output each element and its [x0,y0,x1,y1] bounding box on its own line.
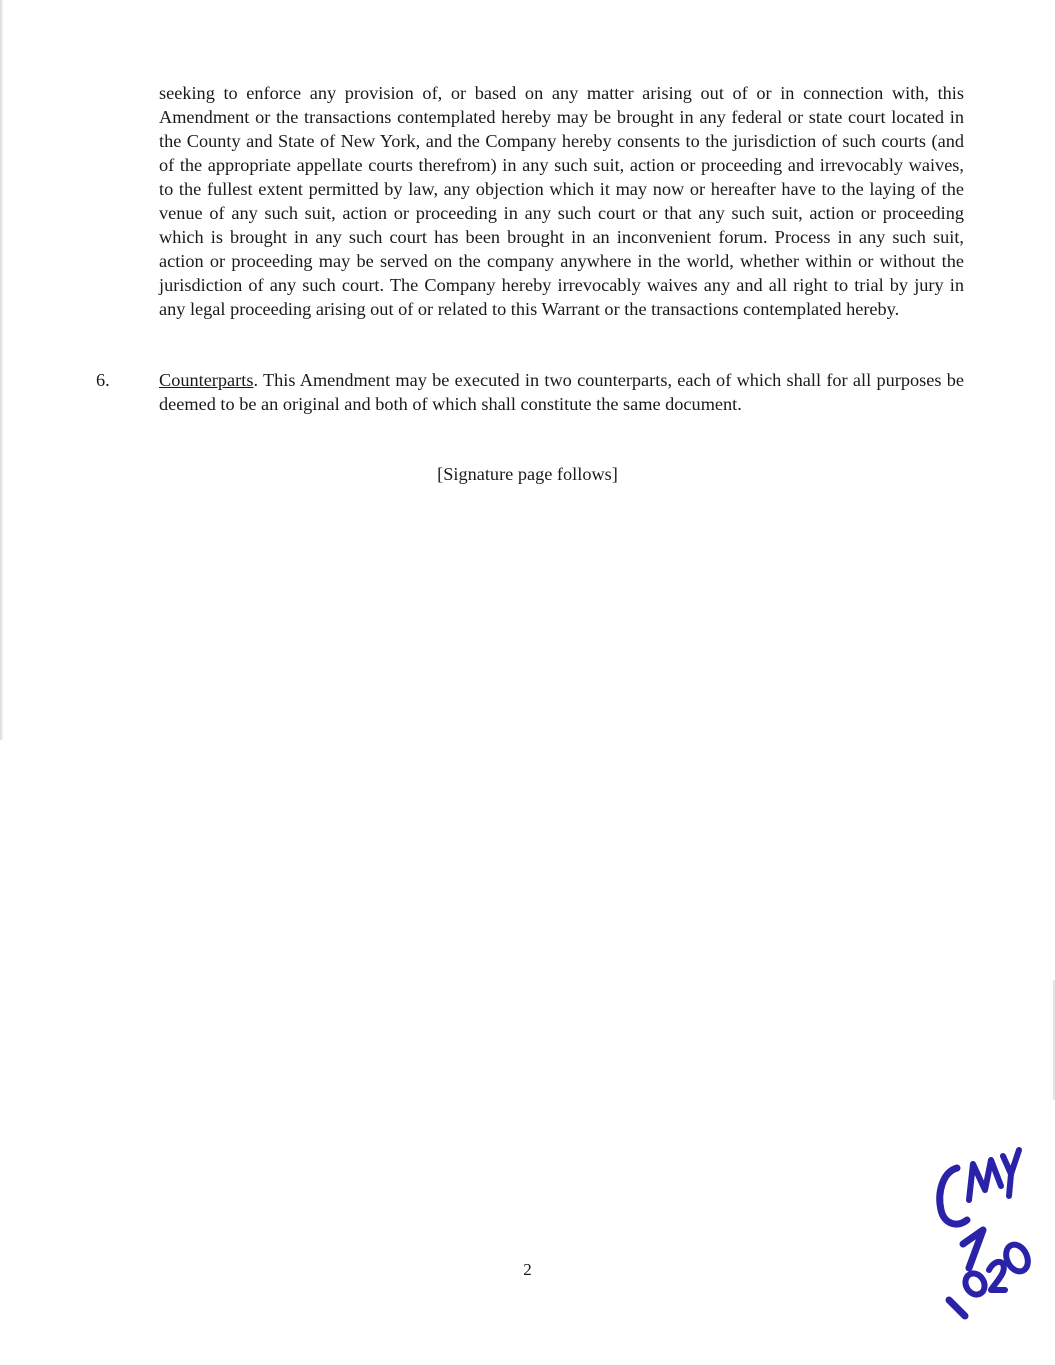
slash-stroke [963,1230,983,1268]
initial-m-stroke [969,1160,1001,1200]
initial-y-stroke [1003,1150,1019,1196]
digit-1-stroke [949,1300,965,1316]
handwritten-initials-mark [925,1140,1035,1330]
section-body [159,368,964,416]
initial-c-stroke [940,1168,967,1224]
section-text: This Amendment may be executed in two counterparts, each of which shall for all purposes be deemed to be an original and both of which shall constitute the same document. [159,370,964,414]
continued-paragraph: seeking to enforce any provision of, or based on any matter arising out of or in connection with, this Amendment or the transactions contemplated hereby may be brought in any federal or state court located in the County and State of New York, and the Company hereby consents to the jurisdiction of such courts (and of the appropriate appellate courts therefrom) in any such suit, action or proceeding and irrevocably waives, to the fullest extent permitted by law, any objection which it may now or hereafter have to the laying of the venue of any such suit, action or proceeding in any such court or that any such suit, action or proceeding which is brought in any such court has been brought in an inconvenient forum. Process in any such suit, action or proceeding may be served on the company anywhere in the world, whether within or without the jurisdiction of any such court. The Company hereby irrevocably waives any and all right to trial by jury in any legal proceeding arising out of or related to this Warrant or the transactions contemplated hereby. [159,83,964,319]
page-number: 2 [523,1260,532,1279]
section-heading: Counterparts [159,370,254,390]
digit-2-stroke [989,1262,1005,1290]
digit-0-stroke [962,1270,989,1298]
section-heading-suffix: . [253,370,259,390]
signature-page-note: [Signature page follows] [437,464,618,484]
section-number: 6. [96,370,110,390]
